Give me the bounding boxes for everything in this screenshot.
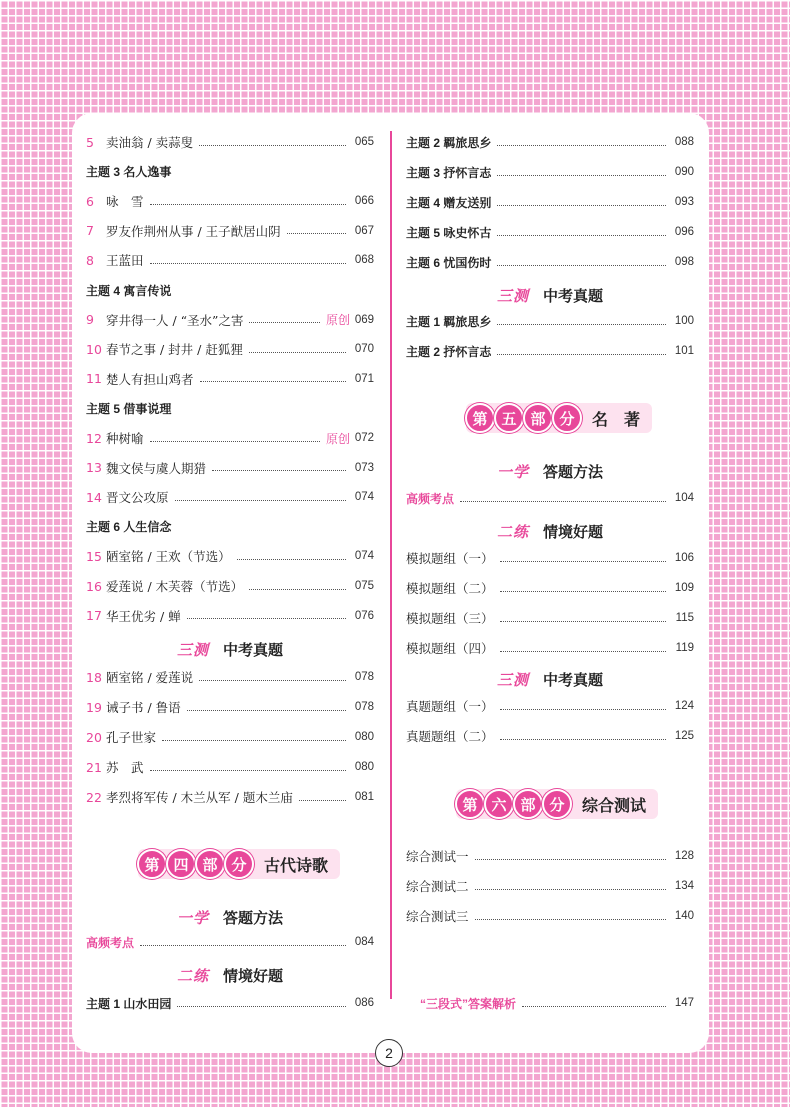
entry-title: 晋文公攻原 [106,490,169,506]
part-char: 第 [455,789,485,819]
dot-leader [140,945,346,946]
part5-banner[interactable] [466,403,652,433]
entry-number: 20 [86,729,102,745]
entry-title: 苏 武 [106,760,144,775]
entry-page: 078 [354,701,374,713]
entry-title: 综合测试二 [406,879,469,894]
part-char: 第 [465,403,495,433]
entry-title: 模拟题组（四） [406,641,494,656]
dot-leader [237,559,346,560]
toc-entry[interactable] [86,131,374,153]
part-name: 古代诗歌 [264,857,329,875]
entry-title: 王蓝田 [106,253,144,269]
dot-leader [199,680,346,681]
entry-title: 穿井得一人 / “圣水”之害 [106,312,244,328]
toc-entry[interactable] [86,666,374,688]
part-char: 六 [484,789,514,819]
entry-page: 093 [674,196,694,208]
entry-number: 13 [86,460,102,476]
part-char: 分 [542,789,572,819]
entry-title: 华王优劣 / 蝉 [106,608,181,624]
entry-page: 128 [674,850,694,862]
entry-page: 124 [674,700,694,712]
entry-page: 140 [674,910,694,922]
toc-entry[interactable] [86,309,374,331]
entry-number: 7 [86,223,94,239]
entry-number: 19 [86,699,102,715]
toc-entry[interactable] [406,695,694,717]
part-char: 分 [224,849,254,879]
toc-entry[interactable] [406,905,694,927]
entry-page: 096 [674,226,694,238]
entry-page: 076 [354,609,374,622]
toc-entry[interactable] [406,251,694,273]
toc-entry-answers[interactable] [420,992,694,1014]
entry-title: “三段式”答案解析 [420,996,517,1011]
dot-leader [287,233,346,234]
section-word: 三测 [496,670,529,689]
toc-entry[interactable] [406,547,694,569]
toc-entry[interactable] [406,340,694,362]
original-tag: 原创 [325,313,350,328]
entry-number: 18 [86,669,102,685]
dot-leader [150,441,320,442]
section-header-yixue [86,904,374,930]
entry-title: 高频考点 [86,935,135,950]
dot-leader [150,263,346,264]
entry-page: 109 [674,582,694,594]
entry-page: 068 [354,254,374,267]
entry-page: 119 [675,642,694,654]
toc-entry[interactable] [86,605,374,627]
entry-page: 088 [674,136,694,148]
entry-page: 080 [354,731,374,743]
entry-number: 6 [86,193,94,209]
entry-page: 070 [354,343,374,356]
toc-entry[interactable] [86,696,374,718]
dot-leader [497,265,666,266]
section-word: 三测 [176,640,209,659]
toc-entry[interactable] [86,427,374,449]
entry-title: 主题 1 羁旅思乡 [406,314,492,329]
dot-leader [299,800,346,801]
dot-leader [150,770,346,771]
dot-leader [497,175,666,176]
entry-title: 模拟题组（二） [406,581,494,596]
entry-page: 080 [354,761,374,773]
toc-entry[interactable] [406,725,694,747]
dot-leader [475,919,666,920]
toc-entry-gaopin[interactable] [86,931,374,953]
section-word: 三测 [496,286,529,305]
part-char: 第 [137,849,167,879]
entry-title: 主题 2 抒怀言志 [406,344,492,359]
entry-number: 17 [86,608,102,624]
dot-leader [200,381,346,382]
entry-page: 147 [674,997,694,1009]
entry-page: 074 [354,550,374,563]
section-title: 情境好题 [223,967,284,985]
entry-page: 125 [674,730,694,742]
entry-title: 诫子书 / 鲁语 [106,700,181,715]
entry-number: 8 [86,252,94,268]
toc-entry[interactable] [406,637,694,659]
section-title: 中考真题 [543,671,604,689]
topic-title: 主题 4 寓言传说 [86,283,172,298]
entry-title: 爱莲说 / 木芙蓉（节选） [106,579,244,594]
entry-title: 罗友作荆州从事 / 王子猷居山阴 [106,223,281,239]
section-title: 答题方法 [223,909,284,927]
toc-entry[interactable] [86,249,374,271]
entry-number: 16 [86,578,102,594]
entry-page: 074 [354,491,374,504]
entry-page: 067 [354,224,374,237]
entry-title: 春节之事 / 封井 / 赶狐狸 [106,342,243,358]
section-header-erlian [406,518,694,544]
toc-entry[interactable] [406,607,694,629]
toc-entry[interactable] [86,756,374,778]
section-word: 一学 [496,462,529,481]
section-header-sance [406,666,694,692]
part-char: 部 [513,789,543,819]
toc-card [72,113,709,1053]
section-header-erlian [86,962,374,988]
toc-entry[interactable] [406,310,694,332]
dot-leader [475,859,666,860]
dot-leader [187,618,346,619]
section-title: 中考真题 [543,287,604,305]
entry-page: 071 [354,372,374,385]
entry-page: 084 [354,936,374,948]
entry-number: 5 [86,134,94,150]
dot-leader [522,1006,666,1007]
entry-page: 072 [354,432,374,444]
entry-page: 069 [354,313,374,326]
toc-entry[interactable] [86,726,374,748]
dot-leader [500,591,666,592]
entry-number: 11 [86,371,102,387]
toc-entry[interactable] [86,190,374,212]
dot-leader [500,739,666,740]
toc-entry[interactable] [406,131,694,153]
toc-entry[interactable] [86,575,374,597]
entry-title: 咏 雪 [106,194,144,210]
entry-page: 104 [674,492,694,504]
toc-entry[interactable] [406,191,694,213]
topic-title: 主题 3 名人逸事 [86,165,172,180]
dot-leader [500,561,666,562]
entry-number: 15 [86,548,102,564]
part6-banner[interactable] [456,789,658,819]
entry-title: 楚人有担山鸡者 [106,371,194,387]
section-header-yixue [406,458,694,484]
entry-title: 种树喻 [106,431,144,446]
entry-number: 21 [86,759,102,775]
part-char: 五 [494,403,524,433]
part-char: 四 [166,849,196,879]
section-header-sance [406,282,694,308]
entry-page: 115 [675,612,694,624]
entry-number: 14 [86,489,102,505]
toc-entry[interactable] [406,221,694,243]
dot-leader [500,709,666,710]
entry-number: 9 [86,312,94,328]
toc-entry[interactable] [86,338,374,360]
entry-title: 卖油翁 / 卖蒜叟 [106,135,194,150]
dot-leader [249,322,320,323]
dot-leader [475,889,666,890]
entry-title: 模拟题组（一） [406,551,494,566]
toc-entry-gaopin[interactable] [406,487,694,509]
dot-leader [497,235,666,236]
dot-leader [175,500,346,501]
entry-number: 12 [86,430,102,446]
dot-leader [497,205,666,206]
entry-number: 22 [86,789,102,805]
toc-entry[interactable] [406,161,694,183]
dot-leader [497,354,666,355]
dot-leader [212,470,346,471]
dot-leader [162,740,346,741]
entry-page: 081 [354,791,374,803]
dot-leader [500,621,666,622]
toc-entry[interactable] [406,577,694,599]
topic-title: 主题 6 人生信念 [86,520,172,535]
dot-leader [187,710,346,711]
entry-title: 孝烈将军传 / 木兰从军 / 题木兰庙 [106,790,293,805]
part-char: 部 [523,403,553,433]
toc-entry[interactable] [86,786,374,808]
entry-page: 065 [354,136,374,148]
toc-entry[interactable] [86,368,374,390]
entry-title: 综合测试三 [406,909,469,924]
topic-heading [86,516,374,538]
topic-heading [86,161,374,183]
entry-page: 134 [674,880,694,892]
toc-entry-topic1[interactable] [86,992,374,1014]
entry-title: 主题 6 忧国伤时 [406,255,492,270]
section-word: 一学 [176,908,209,927]
entry-page: 066 [354,195,374,208]
dot-leader [497,145,666,146]
entry-title: 综合测试一 [406,849,469,864]
section-title: 中考真题 [223,641,284,659]
part-name: 名 著 [592,411,641,429]
entry-page: 090 [674,166,694,178]
toc-entry[interactable] [86,486,374,508]
entry-title: 高频考点 [406,491,455,506]
entry-title: 主题 3 抒怀言志 [406,165,492,180]
section-word: 二练 [496,522,529,541]
dot-leader [199,145,346,146]
topic-title: 主题 5 借事说理 [86,401,172,416]
column-divider [390,131,392,999]
toc-entry[interactable] [86,545,374,567]
entry-title: 陋室铭 / 爱莲说 [106,670,194,685]
entry-title: 陋室铭 / 王欢（节选） [106,549,231,565]
section-word: 二练 [176,966,209,985]
dot-leader [497,324,666,325]
dot-leader [150,204,346,205]
entry-title: 魏文侯与虞人期猎 [106,460,207,476]
entry-title: 真题题组（一） [406,699,494,714]
entry-page: 101 [674,345,694,357]
dot-leader [177,1006,346,1007]
entry-page: 098 [674,256,694,268]
dot-leader [249,352,346,353]
dot-leader [500,651,666,652]
topic-heading [86,279,374,301]
entry-title: 主题 4 赠友送别 [406,195,492,210]
entry-title: 真题题组（二） [406,729,494,744]
entry-title: 主题 1 山水田园 [86,996,172,1011]
toc-entry[interactable] [406,875,694,897]
section-title: 答题方法 [543,463,604,481]
original-tag: 原创 [325,431,350,446]
entry-page: 075 [354,580,374,592]
dot-leader [249,589,346,590]
part-char: 部 [195,849,225,879]
toc-entry[interactable] [406,845,694,867]
part4-banner[interactable] [138,849,340,879]
entry-page: 073 [354,461,374,474]
entry-page: 106 [674,552,694,564]
entry-page: 078 [354,671,374,683]
entry-title: 模拟题组（三） [406,611,494,626]
entry-page: 086 [354,997,374,1009]
page-number: 2 [375,1039,403,1067]
entry-title: 孔子世家 [106,730,157,745]
dot-leader [460,501,666,502]
entry-title: 主题 2 羁旅思乡 [406,135,492,150]
toc-entry[interactable] [86,457,374,479]
part-name: 综合测试 [582,797,647,815]
entry-page: 100 [674,315,694,327]
part-char: 分 [552,403,582,433]
topic-heading [86,397,374,419]
section-title: 情境好题 [543,523,604,541]
entry-number: 10 [86,341,102,357]
entry-title: 主题 5 咏史怀古 [406,225,492,240]
toc-entry[interactable] [86,220,374,242]
section-header-sance [86,636,374,662]
